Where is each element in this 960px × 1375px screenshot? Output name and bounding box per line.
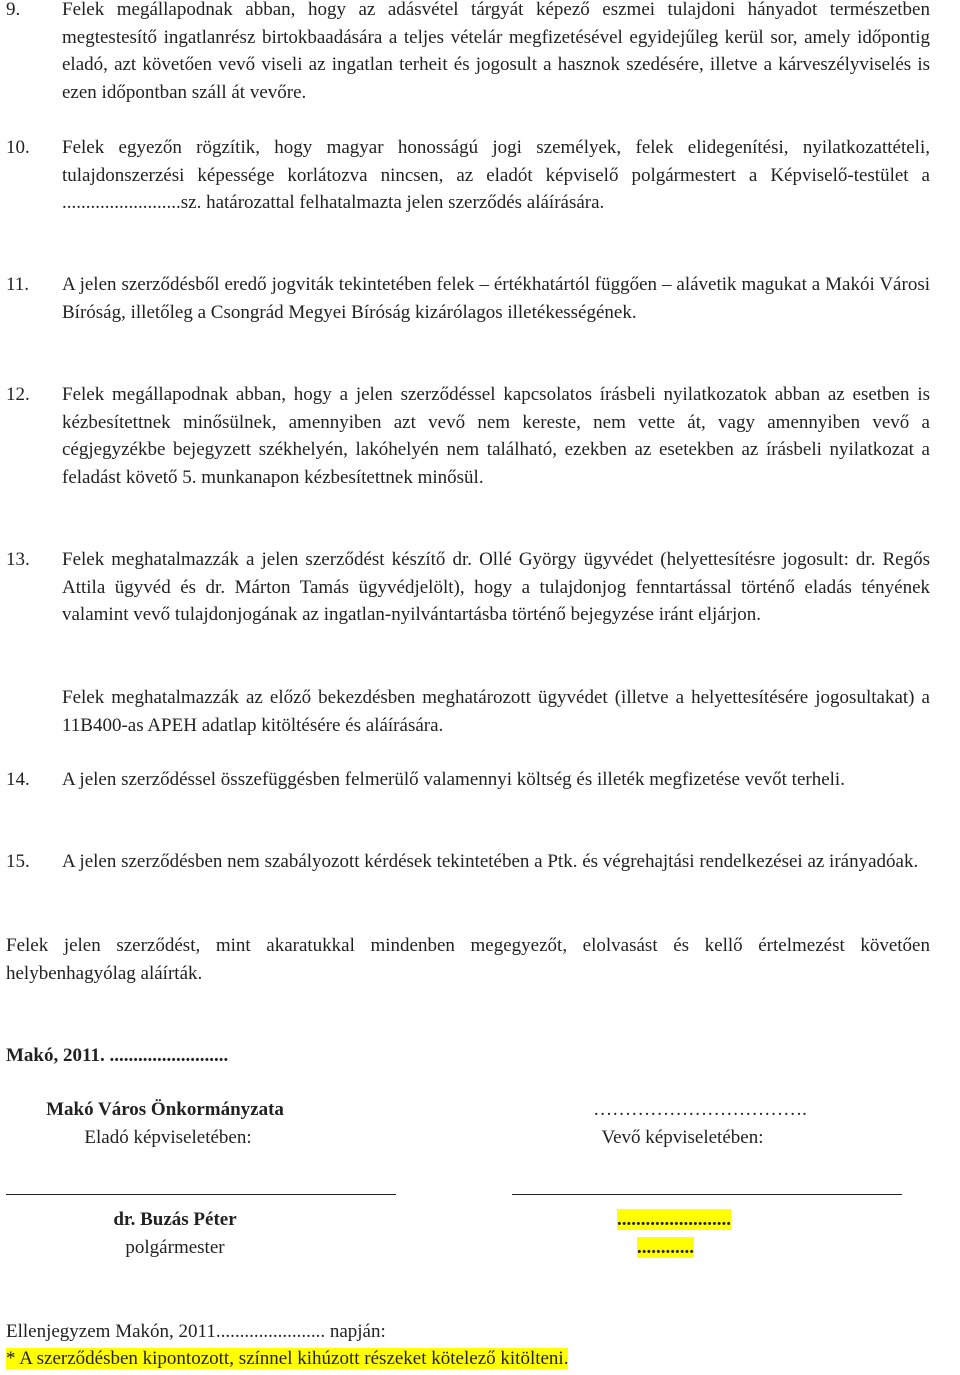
footnote — [6, 1345, 568, 1372]
buyer-title-placeholder: ............ — [637, 1237, 694, 1258]
clause-number: 14. — [6, 769, 30, 790]
buyer-name-placeholder: ........................ — [617, 1209, 731, 1230]
clause-text: Felek megállapodnak abban, hogy az adásvétel tárgyát képező eszmei tulajdoni hányadot természetben megtestesítő ingatlanrész birtokbaadására a teljes vételár megfizetésével egyidejűleg kerül sor, amely időpontig eladó, azt követően vevő viseli az ingatlan terheit és jogosult a hasznok szedésére, illetve a kárveszélyviselés is ezen időpontban száll át vevőre. — [62, 0, 930, 103]
clause-10 — [6, 134, 930, 217]
clause-13 — [6, 546, 930, 629]
clause-number: 13. — [6, 549, 30, 570]
closing-paragraph: Felek jelen szerződést, mint akaratukkal mindenben megegyezőt, elolvasást és kellő értelmezést követően helybenhagyólag aláírták. — [6, 935, 930, 984]
seller-name: dr. Buzás Péter — [113, 1209, 237, 1230]
clause-number: 15. — [6, 851, 30, 872]
clause-text: Felek meghatalmazzák az előző bekezdésben meghatározott ügyvédet (illetve a helyettesítésére jogosultakat) a 11B400-as APEH adatlap kitöltésére és aláírására. — [62, 687, 930, 736]
clause-9 — [6, 0, 930, 106]
clause-14 — [6, 766, 930, 794]
buyer-title — [637, 1234, 694, 1261]
clause-number: 12. — [6, 384, 30, 405]
countersign: Ellenjegyzem Makón, 2011....................... napján: — [6, 1321, 386, 1342]
clause-text: A jelen szerződésből eredő jogviták tekintetében felek – értékhatártól függően – alávetik magukat a Makói Városi Bíróság, illetőleg a Csongrád Megyei Bíróság kizárólagos illetékességének. — [62, 274, 930, 323]
seller-org: Makó Város Önkormányzata — [46, 1099, 284, 1120]
clause-text: A jelen szerződéssel összefüggésben felmerülő valamennyi költség és illeték megfizetése vevőt terheli. — [62, 769, 845, 790]
clause-text: A jelen szerződésben nem szabályozott kérdések tekintetében a Ptk. és végrehajtási rendelkezései az irányadóak. — [62, 851, 919, 872]
clause-number: 9. — [6, 0, 21, 20]
clause-number: 10. — [6, 137, 30, 158]
buyer-org: ……………………………. — [593, 1099, 807, 1120]
seller-title: polgármester — [125, 1237, 225, 1258]
footnote-text: * A szerződésben kipontozott, színnel kihúzott részeket kötelező kitölteni. — [6, 1348, 569, 1369]
buyer-name — [617, 1206, 731, 1233]
clause-13-continued — [6, 684, 930, 739]
buyer-signature-line — [512, 1194, 902, 1195]
clause-12 — [6, 381, 930, 491]
seller-role: Eladó képviseletében: — [84, 1127, 252, 1148]
clause-text: Felek meghatalmazzák a jelen szerződést készítő dr. Ollé György ügyvédet (helyettesítésre jogosult: dr. Regős Attila ügyvéd és dr. Márton Tamás ügyvédjelölt), hogy a tulajdonjog fenntartással történő eladás tényének valamint vevő tulajdonjogának az ingatlan-nyilvántartásba történő bejegyzése iránt eljárjon. — [62, 549, 930, 625]
clause-15 — [6, 848, 930, 876]
clause-number: 11. — [6, 274, 30, 295]
clause-text: Felek megállapodnak abban, hogy a jelen szerződéssel kapcsolatos írásbeli nyilatkozatok abban az esetben is kézbesítettnek minősülnek, amennyiben azt vevő nem kereste, nem vette át, vagy amennyiben vevő a cégjegyzékbe bejegyzett székhelyén, lakóhelyén nem található, ezekben az esetekben az írásbeli nyilatkozat a feladást követő 5. munkanapon kézbesítettnek minősül. — [62, 384, 930, 488]
seller-signature-line — [6, 1194, 396, 1195]
clause-text: Felek egyezőn rögzítik, hogy magyar honosságú jogi személyek, felek elidegenítési, nyilatkozattételi, tulajdonszerzési képessége korlátozva nincsen, az eladót képviselő polgármestert a Képviselő-testület a .........................sz. határozattal felhatalmazta jelen szerződés aláírására. — [62, 137, 930, 213]
clause-11 — [6, 271, 930, 326]
place-date: Makó, 2011. ......................... — [6, 1045, 229, 1066]
buyer-role: Vevő képviseletében: — [601, 1127, 764, 1148]
